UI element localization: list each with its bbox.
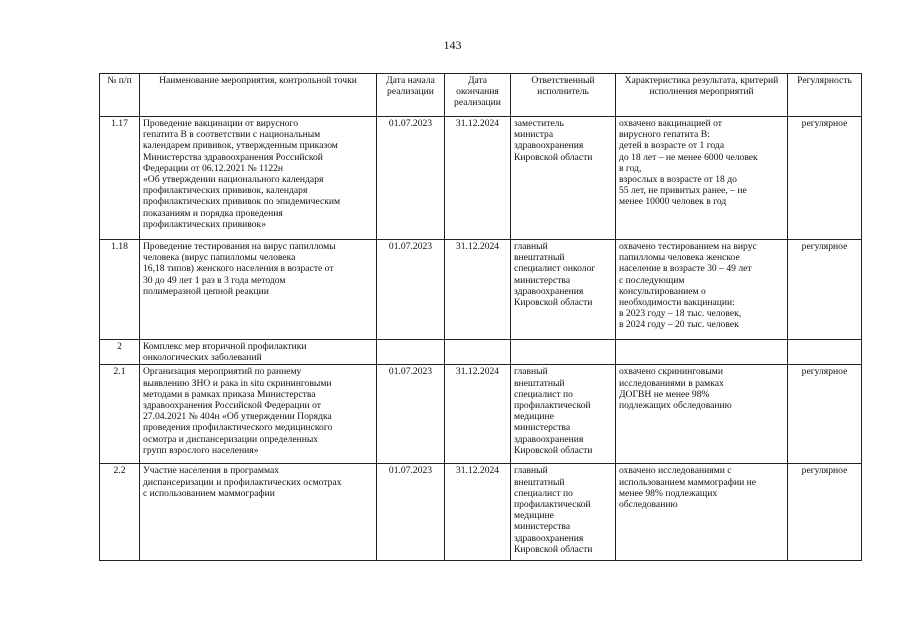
result: охвачено скрининговыми исследованиями в рамках ДОГВН не менее 98% подлежащих обследованию: [616, 365, 788, 464]
result: охвачено тестированием на вирус папилломы человека женское население в возрасте 30 – 49 лет с последующим консультированием о необходимости вакцинации: в 2023 году – 18 тыс. человек, в 2024 году – 20 тыс. человек: [616, 240, 788, 340]
start-date: 01.07.2023: [377, 365, 445, 464]
responsible: главный внештатный специалист по профилактической медицине министерства здравоохранения Кировской области: [511, 365, 616, 464]
row-number: 2.2: [100, 464, 140, 561]
header-row: [100, 74, 862, 117]
header-start: Дата начала реализации: [377, 74, 445, 117]
result: охвачено вакцинацией от вирусного гепатита В: детей в возрасте от 1 года до 18 лет – не менее 6000 человек в год, взрослых в возрасте от 18 до 55 лет, не привитых ранее, – не менее 10000 человек в год: [616, 117, 788, 240]
start-date: 01.07.2023: [377, 117, 445, 240]
end-date: 31.12.2024: [445, 240, 511, 340]
section-row: [100, 340, 862, 365]
header-regularity: Регулярность: [788, 74, 862, 117]
empty-cell: [616, 340, 788, 365]
end-date: 31.12.2024: [445, 464, 511, 561]
empty-cell: [511, 340, 616, 365]
responsible: главный внештатный специалист по профилактической медицине министерства здравоохранения Кировской области: [511, 464, 616, 561]
table-row: [100, 464, 862, 561]
header-result: Характеристика результата, критерий исполнения мероприятий: [616, 74, 788, 117]
regularity: регулярное: [788, 365, 862, 464]
measure-name: Проведение вакцинации от вирусного гепатита В в соответствии с национальным календарем прививок, утвержденным приказом Министерства здравоохранения Российской Федерации от 06.12.2021 № 1122н «Об утверждении национального календаря профилактических прививок, календаря профилактических прививок по эпидемическим показаниям и порядка проведения профилактических прививок»: [140, 117, 377, 240]
measure-name: Организация мероприятий по раннему выявлению ЗНО и рака in situ скрининговыми методами в рамках приказа Министерства здравоохранения Российской Федерации от 27.04.2021 № 404н «Об утверждении Порядка проведения профилактического медицинского осмотра и диспансеризации определенных групп взрослого населения»: [140, 365, 377, 464]
start-date: 01.07.2023: [377, 240, 445, 340]
table-row: [100, 240, 862, 340]
end-date: 31.12.2024: [445, 365, 511, 464]
section-number: 2: [100, 340, 140, 365]
result: охвачено исследованиями с использованием маммографии не менее 98% подлежащих обследованию: [616, 464, 788, 561]
empty-cell: [788, 340, 862, 365]
header-name: Наименование мероприятия, контрольной точки: [140, 74, 377, 117]
section-title: Комплекс мер вторичной профилактики онкологических заболеваний: [140, 340, 377, 365]
measure-name: Проведение тестирования на вирус папилломы человека (вирус папилломы человека 16,18 типов) женского населения в возрасте от 30 до 49 лет 1 раз в 3 года методом полимеразной цепной реакции: [140, 240, 377, 340]
responsible: главный внештатный специалист онколог министерства здравоохранения Кировской области: [511, 240, 616, 340]
row-number: 1.17: [100, 117, 140, 240]
row-number: 2.1: [100, 365, 140, 464]
empty-cell: [445, 340, 511, 365]
header-num: № п/п: [100, 74, 140, 117]
measures-table: [99, 73, 862, 561]
responsible: заместитель министра здравоохранения Кировской области: [511, 117, 616, 240]
row-number: 1.18: [100, 240, 140, 340]
page-number: 143: [443, 38, 462, 52]
end-date: 31.12.2024: [445, 117, 511, 240]
header-end: Дата окончания реализации: [445, 74, 511, 117]
table-row: [100, 365, 862, 464]
table-row: [100, 117, 862, 240]
regularity: регулярное: [788, 117, 862, 240]
regularity: регулярное: [788, 464, 862, 561]
measure-name: Участие населения в программах диспансеризации и профилактических осмотрах с использованием маммографии: [140, 464, 377, 561]
header-responsible: Ответственный исполнитель: [511, 74, 616, 117]
empty-cell: [377, 340, 445, 365]
regularity: регулярное: [788, 240, 862, 340]
start-date: 01.07.2023: [377, 464, 445, 561]
